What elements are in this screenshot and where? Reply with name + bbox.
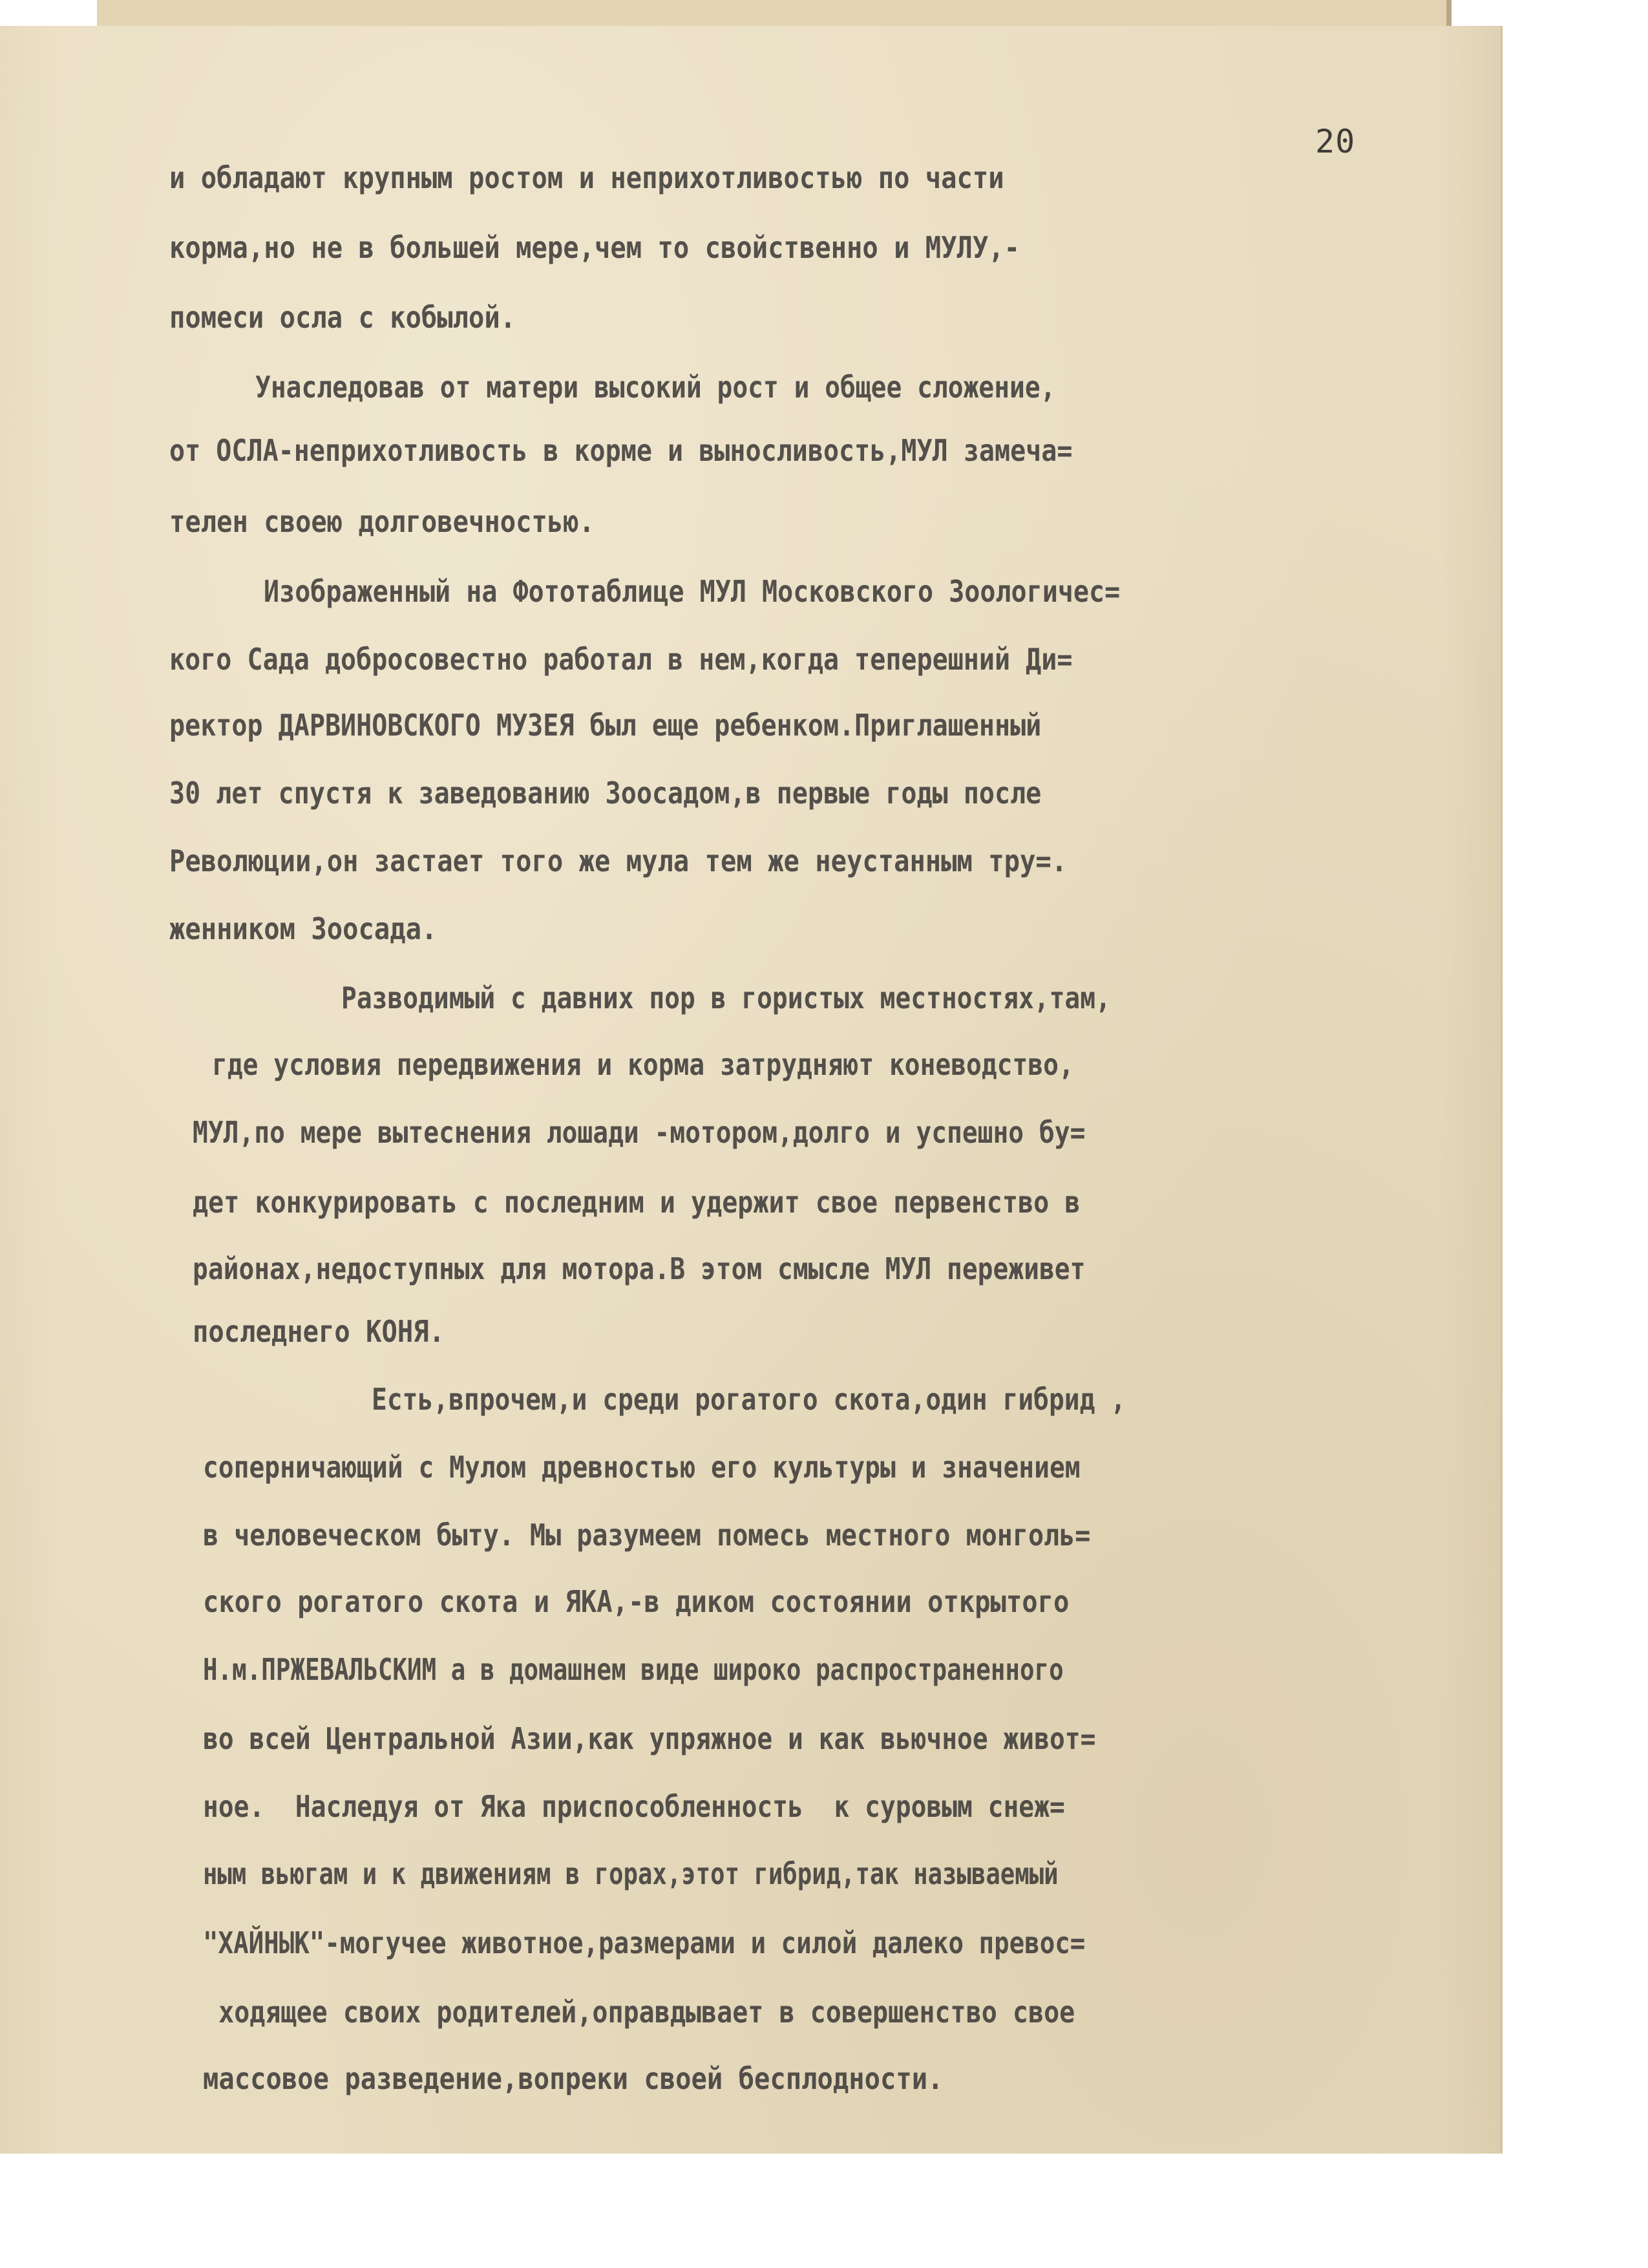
text-line: помеси осла с кобылой.	[169, 300, 516, 335]
text-line: 30 лет спустя к заведованию Зоосадом,в первые годы после	[169, 776, 1042, 811]
text-line: кого Сада добросовестно работал в нем,когда теперешний Ди=	[169, 642, 1073, 677]
text-line: во всей Центральной Азии,как упряжное и как вьючное живот=	[203, 1721, 1096, 1756]
text-line: последнего КОНЯ.	[193, 1314, 445, 1349]
text-line: где условия передвижения и корма затрудняют коневодство,	[212, 1047, 1074, 1082]
text-line: ского рогатого скота и ЯКА,-в диком состоянии открытого	[203, 1584, 1070, 1619]
text-line: и обладают крупным ростом и неприхотливостью по части	[169, 160, 1004, 195]
text-line: дет конкурировать с последним и удержит свое первенство в	[193, 1185, 1081, 1220]
text-line: телен своею долговечностью.	[169, 504, 595, 539]
text-line: ректор ДАРВИНОВСКОГО МУЗЕЯ был еще ребенком.Приглашенный	[169, 708, 1042, 743]
text-line: Унаследовав от матери высокий рост и общее сложение,	[255, 370, 1056, 405]
text-line: ным вьюгам и к движениям в горах,этот гибрид,так называемый	[203, 1856, 1059, 1891]
text-line: "ХАЙНЫК"-могучее животное,размерами и силой далеко превос=	[203, 1925, 1086, 1960]
text-line: Изображенный на Фототаблице МУЛ Московского Зоологичес=	[264, 574, 1121, 609]
text-line: МУЛ,по мере вытеснения лошади -мотором,долго и успешно бу=	[193, 1115, 1086, 1150]
text-line: корма,но не в большей мере,чем то свойственно и МУЛУ,-	[169, 230, 1020, 265]
text-line: Разводимый с давних пор в гористых местностях,там,	[341, 980, 1111, 1015]
text-line: Есть,впрочем,и среди рогатого скота,один гибрид ,	[372, 1382, 1126, 1417]
text-line: в человеческом быту. Мы разумеем помесь местного монголь=	[203, 1518, 1091, 1553]
text-line: массовое разведение,вопреки своей бесплодности.	[203, 2061, 944, 2096]
text-line: районах,недоступных для мотора.В этом смысле МУЛ переживет	[193, 1251, 1086, 1286]
text-line: ходящее своих родителей,оправдывает в совершенство свое	[203, 1995, 1075, 2030]
page-number: 20	[1315, 123, 1356, 160]
text-line: Н.м.ПРЖЕВАЛЬСКИМ а в домашнем виде широко распространенного	[203, 1652, 1064, 1687]
text-line: Революции,он застает того же мула тем же неустанным тру=.	[169, 843, 1068, 878]
text-line: соперничающий с Мулом древностью его культуры и значением	[203, 1450, 1081, 1485]
text-line: женником Зоосада.	[169, 911, 438, 946]
typed-text-block	[0, 26, 1501, 2154]
text-line: ное. Наследуя от Яка приспособленность к суровым снеж=	[203, 1789, 1065, 1824]
text-line: от ОСЛА-неприхотливость в корме и выносливость,МУЛ замеча=	[169, 433, 1073, 468]
document-page	[0, 26, 1501, 2154]
